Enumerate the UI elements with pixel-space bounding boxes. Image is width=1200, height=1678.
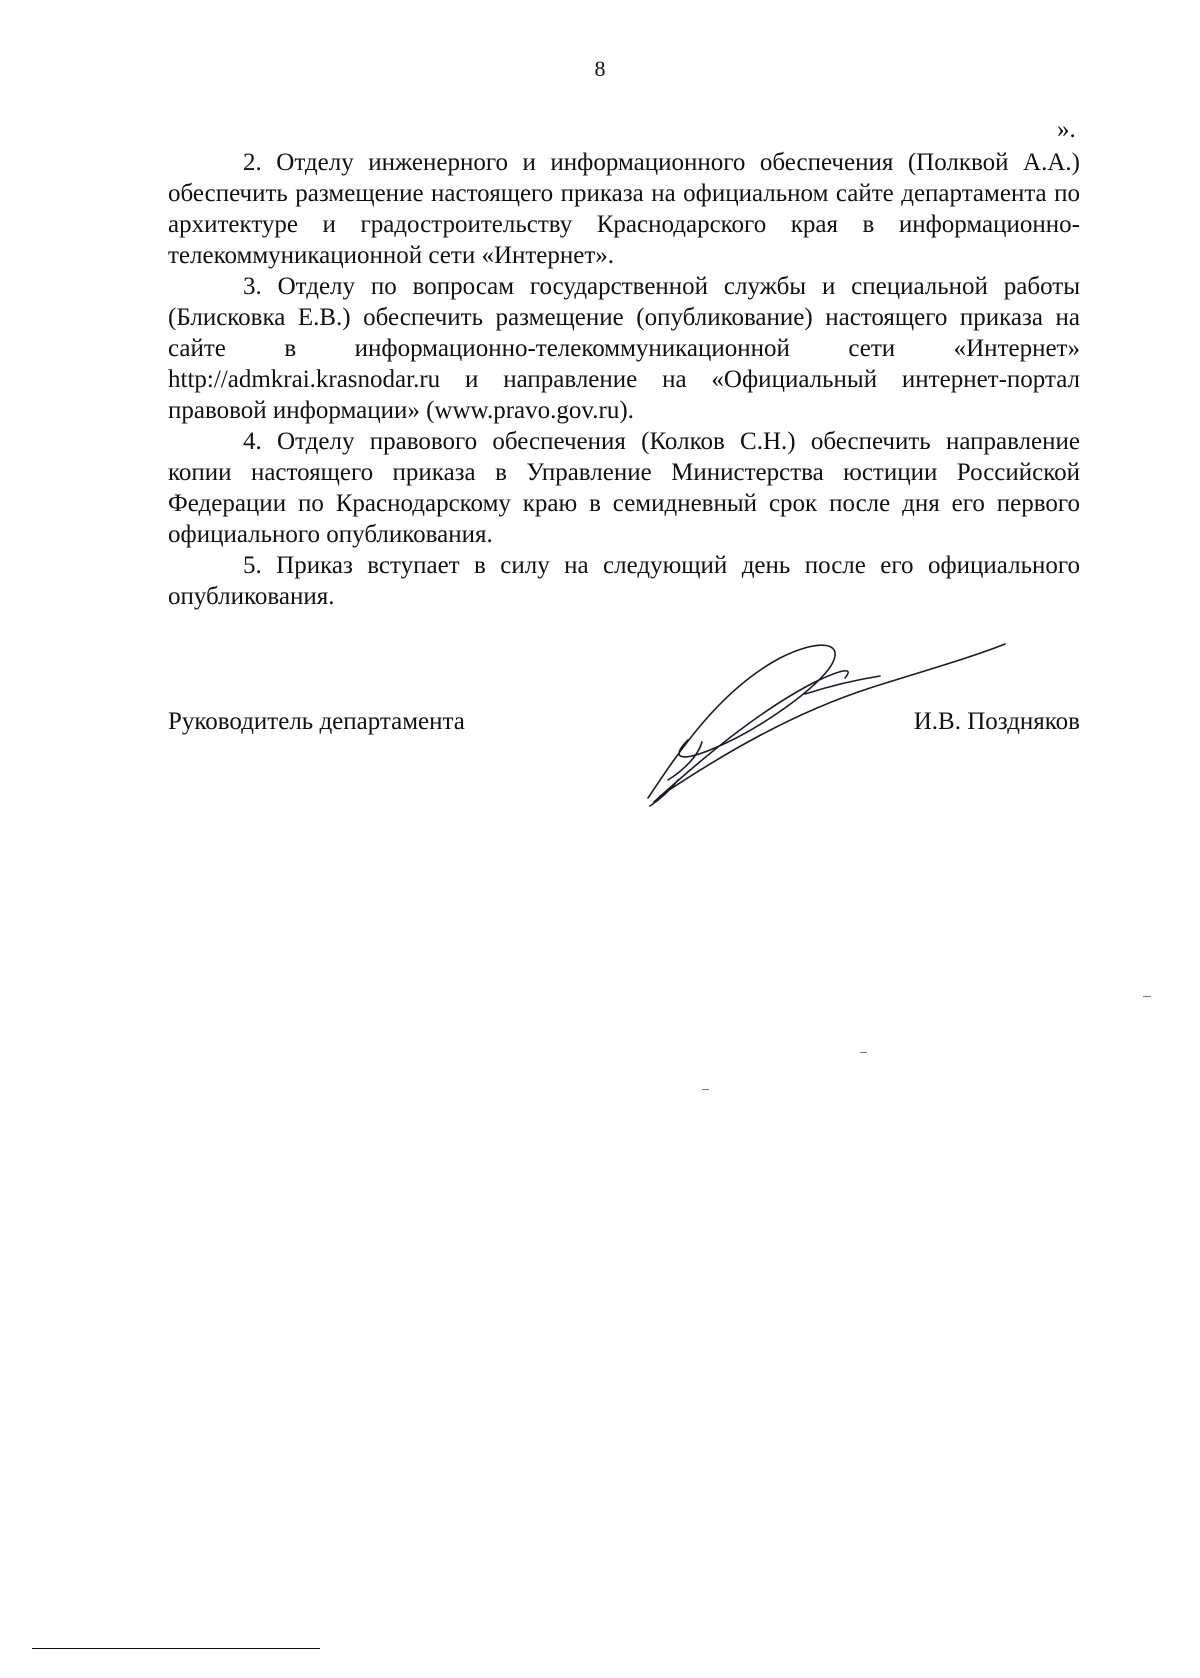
paragraph-4: 4. Отделу правового обеспечения (Колков С.Н.) обеспечить направление копии настоящего приказа в Управление Министерства юстиции Российской Федерации по Краснодарскому краю в семидневный срок после дня его первого официального опубликования. [168, 428, 1080, 548]
document-body [168, 147, 1080, 612]
paragraph-3: 3. Отделу по вопросам государственной службы и специальной работы (Блисковка Е.В.) обеспечить размещение (опубликование) настоящего приказа на сайте в информационно-телекоммуникационной сети «Интернет» http://admkrai.krasnodar.ru и направление на «Официальный интернет-портал правовой информации» (www.pravo.gov.ru). [168, 273, 1080, 424]
footnote-rule [32, 1648, 320, 1649]
paragraph-5: 5. Приказ вступает в силу на следующий день после его официального опубликования. [168, 552, 1080, 610]
scan-speck [1143, 996, 1151, 997]
signature-block [168, 708, 1080, 748]
signer-name: И.В. Поздняков [913, 708, 1080, 735]
scan-speck [702, 1089, 709, 1090]
signer-position: Руководитель департамента [168, 708, 465, 735]
closing-quote: ». [1057, 116, 1076, 143]
scan-speck [860, 1052, 867, 1053]
paragraph-2: 2. Отделу инженерного и информационного обеспечения (Полквой А.А.) обеспечить размещение настоящего приказа на официальном сайте департамента по архитектуре и градостроительству Краснодарского края в информационно-телекоммуникационной сети «Интернет». [168, 149, 1080, 269]
page-number: 8 [594, 56, 606, 81]
